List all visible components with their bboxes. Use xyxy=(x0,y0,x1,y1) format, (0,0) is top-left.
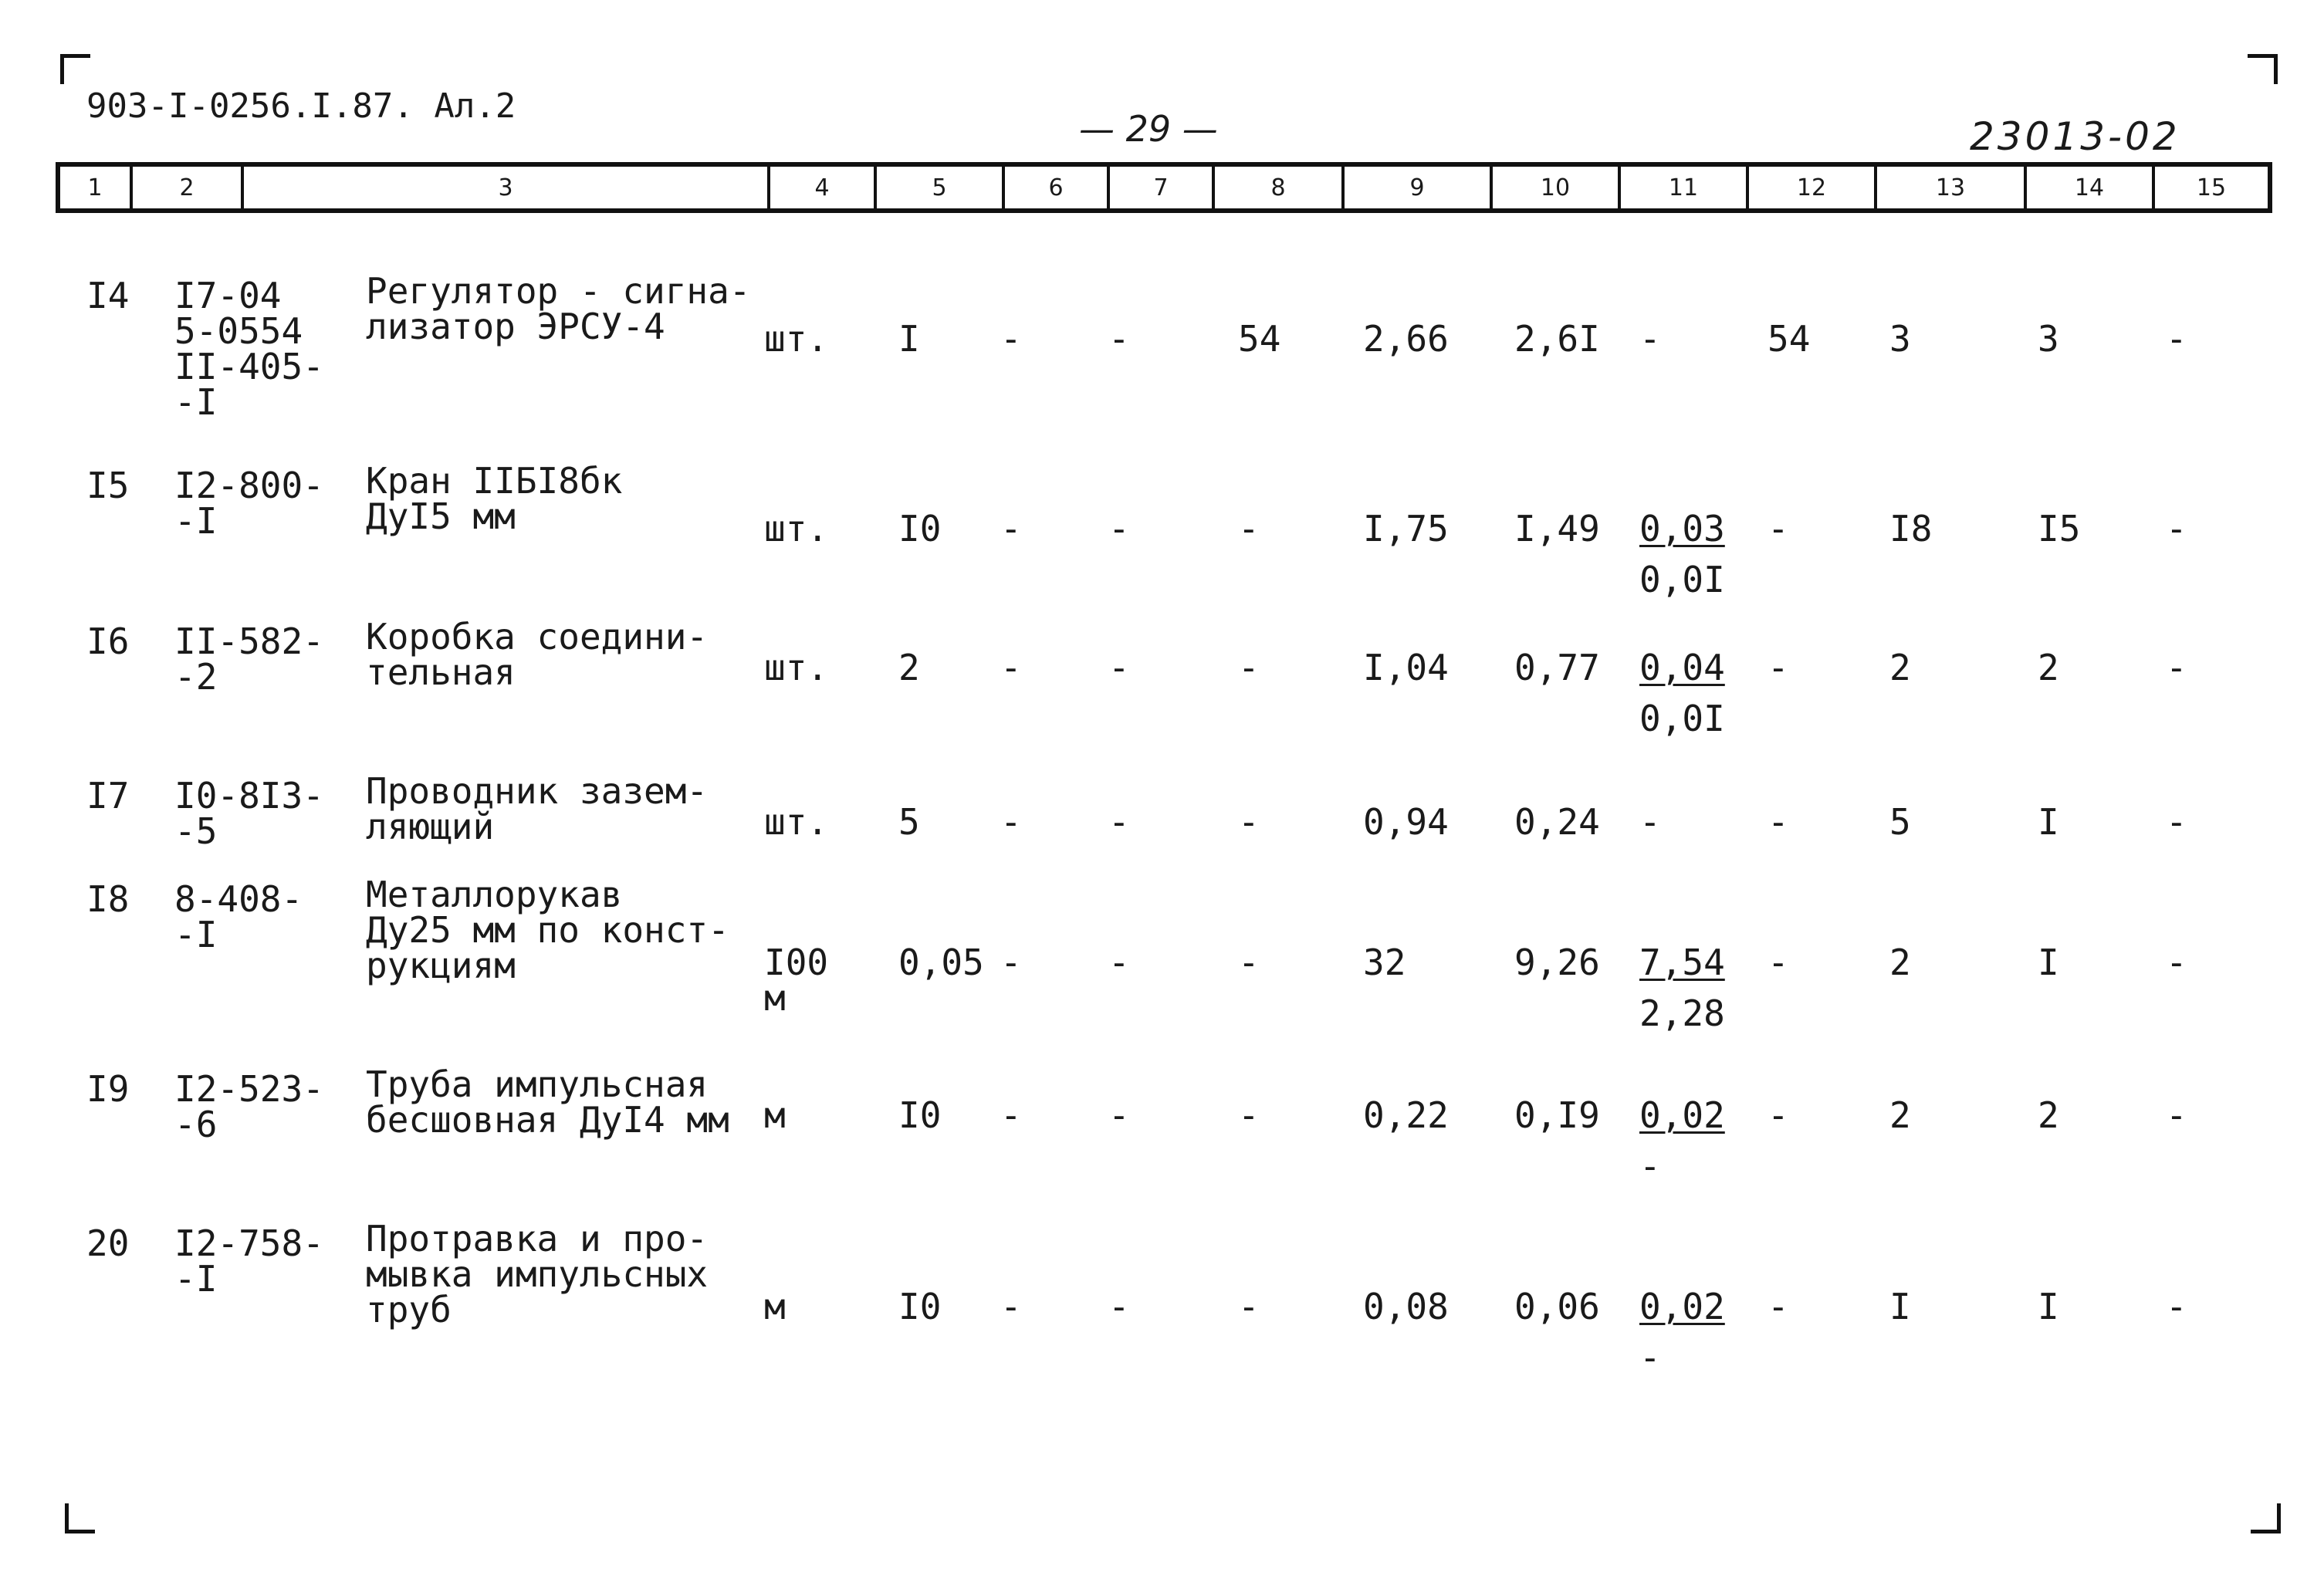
value-col-12: - xyxy=(1768,801,1789,843)
row-number: I4 xyxy=(86,275,130,316)
value-col-5: I0 xyxy=(898,1286,942,1327)
value-col-14: 2 xyxy=(2038,1094,2059,1136)
value-col-11-bottom: 0,0I xyxy=(1639,559,1725,600)
column-header: 6 xyxy=(1005,167,1110,208)
value-col-10: 0,24 xyxy=(1514,801,1600,843)
value-col-5: 0,05 xyxy=(898,942,984,983)
unit-of-measure: шт. xyxy=(764,508,829,549)
value-col-7: - xyxy=(1108,318,1130,360)
value-col-13: 3 xyxy=(1889,318,1911,360)
column-header: 8 xyxy=(1215,167,1345,208)
value-col-6: - xyxy=(1000,318,1022,360)
value-col-8: 54 xyxy=(1238,318,1281,360)
value-col-10: 0,77 xyxy=(1514,647,1600,688)
norm-code: 8-408- -I xyxy=(174,878,303,955)
value-col-14: I xyxy=(2038,801,2059,843)
unit-of-measure: м xyxy=(764,1094,786,1136)
value-col-15: - xyxy=(2166,318,2187,360)
column-header: 3 xyxy=(244,167,770,208)
value-col-15: - xyxy=(2166,647,2187,688)
column-header: 10 xyxy=(1493,167,1621,208)
value-col-8: - xyxy=(1238,508,1260,549)
row-number: I8 xyxy=(86,878,130,920)
value-col-11-bottom: 2,28 xyxy=(1639,992,1725,1034)
value-col-8: - xyxy=(1238,1286,1260,1327)
value-col-12: - xyxy=(1768,942,1789,983)
value-col-10: 2,6I xyxy=(1514,318,1600,360)
value-col-11-top: 0,04 xyxy=(1639,647,1725,688)
value-col-9: 2,66 xyxy=(1363,318,1449,360)
column-header: 7 xyxy=(1110,167,1215,208)
item-name: Труба импульсная бесшовная ДуI4 мм xyxy=(366,1063,729,1141)
norm-code: II-582- -2 xyxy=(174,620,324,698)
crop-mark-bottom-left xyxy=(65,1503,95,1533)
value-col-9: I,75 xyxy=(1363,508,1449,549)
value-col-11-top: 0,03 xyxy=(1639,508,1725,549)
norm-code: I0-8I3- -5 xyxy=(174,775,324,852)
norm-code: I2-758- -I xyxy=(174,1222,324,1300)
crop-mark-bottom-right xyxy=(2251,1503,2281,1533)
value-col-5: I xyxy=(898,318,920,360)
value-col-9: 0,08 xyxy=(1363,1286,1449,1327)
value-col-9: 32 xyxy=(1363,942,1406,983)
row-number: I7 xyxy=(86,775,130,817)
value-col-13: 2 xyxy=(1889,1094,1911,1136)
item-name: Проводник зазем- ляющий xyxy=(366,770,709,847)
row-number: 20 xyxy=(86,1222,130,1264)
value-col-12: - xyxy=(1768,1286,1789,1327)
unit-of-measure: шт. xyxy=(764,647,829,688)
crop-mark-top-left xyxy=(60,54,90,84)
value-col-11-top: 7,54 xyxy=(1639,942,1725,983)
norm-code: I7-04 5-0554 II-405- -I xyxy=(174,275,324,423)
value-col-10: 0,I9 xyxy=(1514,1094,1600,1136)
unit-of-measure: шт. xyxy=(764,801,829,843)
value-col-6: - xyxy=(1000,1286,1022,1327)
row-number: I9 xyxy=(86,1068,130,1110)
row-number: I6 xyxy=(86,620,130,662)
norm-code: I2-523- -6 xyxy=(174,1068,324,1145)
value-col-7: - xyxy=(1108,647,1130,688)
value-col-10: 9,26 xyxy=(1514,942,1600,983)
column-header: 1 xyxy=(60,167,133,208)
value-col-8: - xyxy=(1238,647,1260,688)
value-col-15: - xyxy=(2166,1094,2187,1136)
column-header: 2 xyxy=(133,167,244,208)
value-col-7: - xyxy=(1108,1286,1130,1327)
column-header: 15 xyxy=(2196,174,2227,201)
value-col-5: 5 xyxy=(898,801,920,843)
value-col-15: - xyxy=(2166,508,2187,549)
value-col-11-top: 0,02 xyxy=(1639,1094,1725,1136)
sheet-number: 23013-02 xyxy=(1970,114,2180,159)
item-name: Протравка и про- мывка импульсных труб xyxy=(366,1218,709,1331)
value-col-7: - xyxy=(1108,1094,1130,1136)
document-code: 903-I-0256.I.87. Ал.2 xyxy=(86,86,516,126)
value-col-15: - xyxy=(2166,1286,2187,1327)
column-header: 11 xyxy=(1621,167,1749,208)
value-col-13: 2 xyxy=(1889,942,1911,983)
value-col-14: 3 xyxy=(2038,318,2059,360)
unit-of-measure: I00 м xyxy=(764,942,829,1019)
value-col-11-bottom: 0,0I xyxy=(1639,698,1725,739)
value-col-9: 0,22 xyxy=(1363,1094,1449,1136)
value-col-11-top: - xyxy=(1639,801,1661,843)
value-col-14: 2 xyxy=(2038,647,2059,688)
value-col-11-bottom: - xyxy=(1639,1337,1661,1378)
value-col-7: - xyxy=(1108,942,1130,983)
page-number: — 29 — xyxy=(1079,108,1218,150)
value-col-11-bottom: - xyxy=(1639,1145,1661,1187)
value-col-8: - xyxy=(1238,942,1260,983)
unit-of-measure: м xyxy=(764,1286,786,1327)
crop-mark-top-right xyxy=(2248,54,2278,84)
value-col-6: - xyxy=(1000,1094,1022,1136)
column-header: 5 xyxy=(877,167,1005,208)
item-name: Коробка соедини- тельная xyxy=(366,616,709,693)
value-col-11-top: - xyxy=(1639,318,1661,360)
value-col-5: I0 xyxy=(898,508,942,549)
column-header: 13 xyxy=(1877,167,2027,208)
value-col-6: - xyxy=(1000,801,1022,843)
value-col-12: - xyxy=(1768,508,1789,549)
norm-code: I2-800- -I xyxy=(174,465,324,542)
column-header: 9 xyxy=(1345,167,1493,208)
value-col-12: - xyxy=(1768,1094,1789,1136)
value-col-5: I0 xyxy=(898,1094,942,1136)
value-col-13: 2 xyxy=(1889,647,1911,688)
value-col-14: I xyxy=(2038,1286,2059,1327)
value-col-5: 2 xyxy=(898,647,920,688)
value-col-15: - xyxy=(2166,942,2187,983)
value-col-9: I,04 xyxy=(1363,647,1449,688)
value-col-13: I8 xyxy=(1889,508,1933,549)
value-col-8: - xyxy=(1238,801,1260,843)
value-col-6: - xyxy=(1000,942,1022,983)
value-col-6: - xyxy=(1000,647,1022,688)
item-name: Регулятор - сигна- лизатор ЭРСУ-4 xyxy=(366,270,751,347)
value-col-13: 5 xyxy=(1889,801,1911,843)
item-name: Металлорукав Ду25 мм по конст- рукциям xyxy=(366,874,729,986)
value-col-9: 0,94 xyxy=(1363,801,1449,843)
value-col-11-top: 0,02 xyxy=(1639,1286,1725,1327)
value-col-7: - xyxy=(1108,508,1130,549)
value-col-8: - xyxy=(1238,1094,1260,1136)
value-col-14: I5 xyxy=(2038,508,2081,549)
column-header: 12 xyxy=(1749,167,1877,208)
value-col-10: 0,06 xyxy=(1514,1286,1600,1327)
value-col-7: - xyxy=(1108,801,1130,843)
value-col-6: - xyxy=(1000,508,1022,549)
unit-of-measure: шт. xyxy=(764,318,829,360)
value-col-12: 54 xyxy=(1768,318,1811,360)
value-col-10: I,49 xyxy=(1514,508,1600,549)
column-header: 14 xyxy=(2027,167,2155,208)
value-col-14: I xyxy=(2038,942,2059,983)
row-number: I5 xyxy=(86,465,130,506)
item-name: Кран IIБI8бк ДуI5 мм xyxy=(366,460,623,537)
column-header: 4 xyxy=(770,167,877,208)
value-col-12: - xyxy=(1768,647,1789,688)
column-number-header xyxy=(56,162,2272,213)
value-col-13: I xyxy=(1889,1286,1911,1327)
value-col-15: - xyxy=(2166,801,2187,843)
